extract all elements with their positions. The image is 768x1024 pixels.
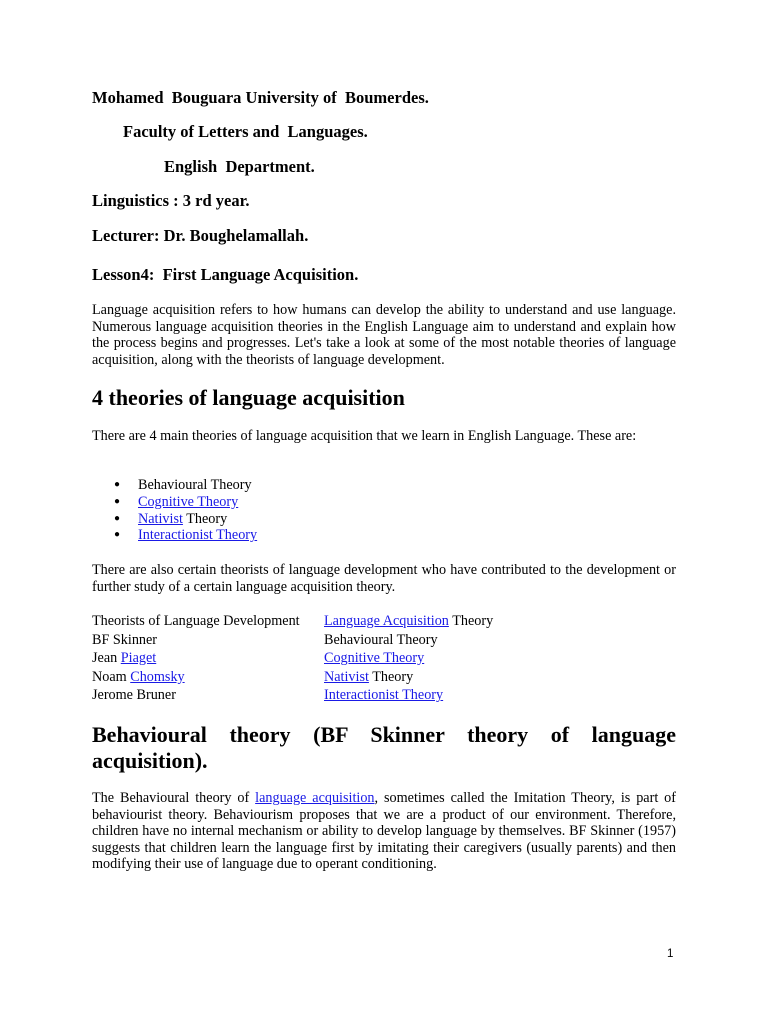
- list-item: [92, 511, 257, 528]
- cognitive-theory-link[interactable]: Cognitive Theory: [138, 493, 239, 510]
- table-header-cell: Language Acquisition Theory: [324, 613, 494, 629]
- faculty-name: Faculty of Letters and Languages.: [123, 122, 368, 141]
- chomsky-link[interactable]: Chomsky: [130, 668, 185, 685]
- theorists-paragraph: There are also certain theorists of language development who have contributed to the development or further study of a certain language acquisition theory.: [92, 562, 676, 595]
- lesson-title: Lesson4: First Language Acquisition.: [92, 265, 359, 284]
- table-row: [92, 686, 493, 705]
- language-acquisition-link[interactable]: Language Acquisition: [324, 613, 449, 629]
- lecturer-name: Lecturer: Dr. Boughelamallah.: [92, 226, 309, 245]
- table-header-cell: Theorists of Language Development: [92, 613, 300, 629]
- list-item: [92, 527, 257, 544]
- bullet-icon: ●: [114, 529, 121, 541]
- piaget-link[interactable]: Piaget: [120, 650, 157, 667]
- table-cell: Nativist Theory: [324, 668, 414, 685]
- department-name: English Department.: [164, 157, 315, 176]
- theorists-table: [92, 612, 493, 705]
- table-cell: BF Skinner: [92, 631, 158, 648]
- table-cell: Jean Piaget: [92, 650, 157, 667]
- list-item-text: Behavioural Theory: [138, 477, 252, 493]
- theories-list: [92, 477, 257, 544]
- intro-paragraph: Language acquisition refers to how humans can develop the ability to understand and use language. Numerous language acquisition theories in the English Language aim to understand and explain how the process begins and progresses. Let's take a look at some of the most notable theories of language acquisition, along with the theorists of language development.: [92, 302, 676, 368]
- university-name: Mohamed Bouguara University of Boumerdes.: [92, 88, 429, 107]
- theories-lead-paragraph: There are 4 main theories of language acquisition that we learn in English Language. These are:: [92, 428, 637, 444]
- bullet-icon: ●: [114, 512, 121, 524]
- language-acquisition-link[interactable]: language acquisition: [255, 790, 375, 806]
- list-item-text: Theory: [182, 510, 228, 527]
- table-cell: Behavioural Theory: [324, 631, 438, 648]
- table-cell: Noam Chomsky: [92, 668, 185, 685]
- nativist-link[interactable]: Nativist: [324, 668, 369, 685]
- table-row: [92, 631, 493, 650]
- table-cell: Jerome Bruner: [92, 687, 176, 704]
- bullet-icon: ●: [114, 495, 121, 507]
- page-number: 1: [667, 948, 674, 960]
- table-cell: [324, 686, 493, 705]
- behavioural-paragraph: The Behavioural theory of language acquisition, sometimes called the Imitation Theory, is part of behaviourist theory. Behaviourism proposes that we are a product of our environment. Therefore, children have no internal mechanism or ability to develop language by themselves. BF Skinner (1957) suggests that children learn the language first by imitating their caregivers (usually parents) and then modifying their use of language due to operant conditioning.: [92, 790, 676, 873]
- table-row: [92, 668, 493, 687]
- cognitive-theory-link[interactable]: Cognitive Theory: [324, 650, 425, 667]
- bullet-icon: ●: [114, 479, 121, 490]
- table-header-row: [92, 612, 493, 631]
- section-heading-behavioural: Behavioural theory (BF Skinner theory of language acquisition).: [92, 722, 676, 773]
- list-item: [92, 494, 257, 511]
- list-item: [92, 477, 257, 494]
- section-heading-theories: 4 theories of language acquisition: [92, 385, 405, 410]
- interactionist-theory-link[interactable]: Interactionist Theory: [138, 527, 258, 544]
- course-level: Linguistics : 3 rd year.: [92, 191, 250, 210]
- table-cell: [324, 649, 493, 668]
- nativist-link[interactable]: Nativist: [138, 510, 183, 527]
- interactionist-theory-link[interactable]: Interactionist Theory: [324, 687, 444, 704]
- table-row: [92, 649, 493, 668]
